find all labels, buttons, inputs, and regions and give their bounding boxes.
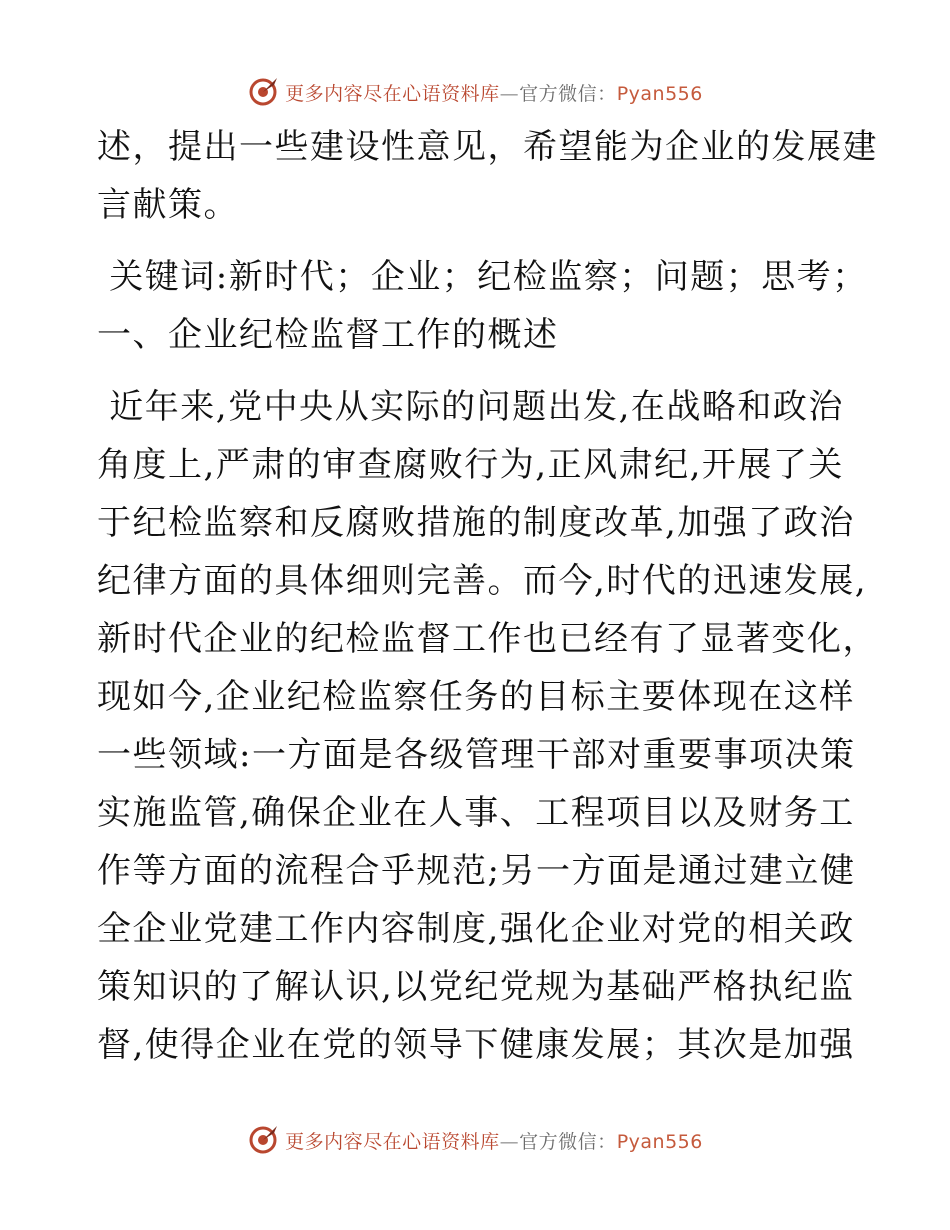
text-line: 现如今,企业纪检监察任务的目标主要体现在这样 <box>97 677 855 717</box>
text-line: 纪律方面的具体细则完善。而今,时代的迅速发展, <box>97 561 868 601</box>
watermark-site-text: 更多内容尽在心语资料库 <box>285 82 500 105</box>
watermark-wechat-label: 官方微信： <box>519 82 617 105</box>
paragraph-intro-end <box>97 118 878 234</box>
quill-logo-icon <box>247 76 279 108</box>
text-line: 全企业党建工作内容制度,强化企业对党的相关政 <box>97 909 855 949</box>
text-line: 作等方面的流程合乎规范;另一方面是通过建立健 <box>97 851 856 891</box>
watermark-text <box>285 1127 703 1154</box>
watermark-wechat-id: Pyan556 <box>616 1130 703 1153</box>
paragraph-keywords <box>97 248 868 364</box>
text-line: 于纪检监察和反腐败措施的制度改革,加强了政治 <box>97 503 855 543</box>
text-line: 督,使得企业在党的领导下健康发展；其次是加强 <box>97 1025 855 1065</box>
text-line: 一些领域:一方面是各级管理干部对重要事项决策 <box>97 735 856 775</box>
text-line: 言献策。 <box>97 185 239 225</box>
quill-logo-icon <box>247 1124 279 1156</box>
text-line: 角度上,严肃的审查腐败行为,正风肃纪,开展了关 <box>97 445 844 485</box>
text-line: 策知识的了解认识,以党纪党规为基础严格执纪监 <box>97 967 855 1007</box>
watermark-wechat-id: Pyan556 <box>616 82 703 105</box>
watermark-separator: — <box>499 82 520 105</box>
text-line: 新时代企业的纪检监督工作也已经有了显著变化， <box>97 619 878 659</box>
watermark-text <box>285 79 703 106</box>
section-heading: 一、企业纪检监督工作的概述 <box>97 315 559 355</box>
keywords-line: 关键词:新时代；企业；纪检监察；问题；思考； <box>97 257 868 297</box>
text-line: 近年来,党中央从实际的问题出发,在战略和政治 <box>97 387 844 427</box>
watermark-wechat-label: 官方微信： <box>519 1130 617 1153</box>
watermark-site-text: 更多内容尽在心语资料库 <box>285 1130 500 1153</box>
footer-watermark-banner <box>0 1120 950 1160</box>
watermark-separator: — <box>499 1130 520 1153</box>
document-body <box>97 118 878 1074</box>
text-line: 实施监管,确保企业在人事、工程项目以及财务工 <box>97 793 855 833</box>
text-line: 述，提出一些建设性意见，希望能为企业的发展建 <box>97 127 878 167</box>
header-watermark-banner <box>0 72 950 112</box>
paragraph-overview <box>97 378 878 1074</box>
